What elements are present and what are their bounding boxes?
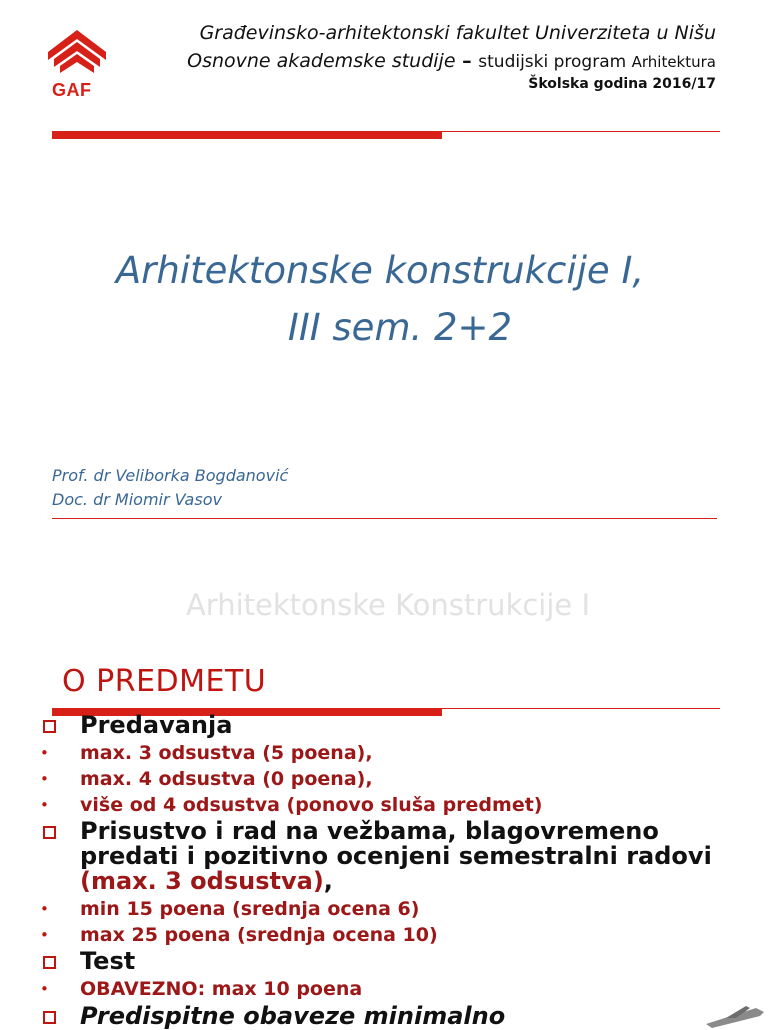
list-item-text: Predavanja — [80, 711, 233, 739]
bullet-dot-icon: • — [40, 900, 49, 918]
square-bullet-icon — [43, 826, 56, 839]
course-title: Arhitektonske konstrukcije I, — [115, 249, 645, 292]
bullet-dot-icon: • — [40, 744, 49, 762]
list-item-text: više od 4 odsustva (ponovo sluša predmet) — [80, 794, 543, 816]
list-item-text: max. 4 odsustva (0 poena), — [80, 768, 373, 790]
list-item — [40, 949, 760, 974]
logo-text: GAF — [52, 80, 92, 100]
list-item — [40, 713, 760, 738]
list-item — [40, 976, 760, 1002]
section-content — [40, 713, 760, 1029]
list-item — [40, 792, 760, 818]
square-bullet-icon — [43, 1011, 56, 1024]
course-subtitle: III sem. 2+2 — [287, 306, 513, 349]
faculty-name: Građevinsko-arhitektonski fakultet Univerziteta u Nišu — [199, 22, 716, 44]
list-item-text: min 15 poena (srednja ocena 6) — [80, 898, 420, 920]
list-item-text: Prisustvo i rad na vežbama, blagovremeno predati i pozitivno ocenjeni semestralni radovi — [80, 817, 712, 870]
header-divider-thick — [52, 131, 442, 139]
list-item-text: Test — [80, 947, 136, 975]
study-level: Osnovne akademske studije — [187, 50, 456, 72]
list-item-text: Predispitne obaveze minimalno — [80, 1002, 506, 1030]
list-item-tail: , — [323, 867, 333, 895]
bullet-dot-icon: • — [40, 770, 49, 788]
list-item — [40, 1004, 760, 1029]
list-item — [40, 740, 760, 766]
study-dash: – — [455, 50, 479, 72]
watermark-text: Arhitektonske Konstrukcije I — [185, 588, 591, 622]
list-item-text: OBAVEZNO: max 10 poena — [80, 978, 363, 1000]
square-bullet-icon — [43, 720, 56, 733]
program-label: studijski program — [478, 52, 632, 72]
list-item-text: max 25 poena (srednja ocena 10) — [80, 924, 438, 946]
list-item — [40, 766, 760, 792]
list-item-text: max. 3 odsustva (5 poena), — [80, 742, 373, 764]
bullet-dot-icon: • — [40, 796, 49, 814]
bullet-dot-icon: • — [40, 926, 49, 944]
section-heading: O PREDMETU — [62, 664, 267, 699]
author-1: Prof. dr Veliborka Bogdanović — [52, 466, 289, 485]
list-item — [40, 922, 760, 948]
list-item-highlight: (max. 3 odsustva) — [80, 867, 324, 895]
authors-divider — [52, 518, 717, 519]
plane-icon — [706, 1004, 764, 1028]
study-program-line — [187, 50, 716, 72]
program-name: Arhitektura — [631, 53, 716, 71]
bullet-dot-icon: • — [40, 980, 49, 998]
school-year: Školska godina 2016/17 — [528, 76, 716, 92]
list-item — [40, 896, 760, 922]
list-item — [40, 819, 760, 894]
author-2: Doc. dr Miomir Vasov — [52, 490, 222, 509]
square-bullet-icon — [43, 956, 56, 969]
